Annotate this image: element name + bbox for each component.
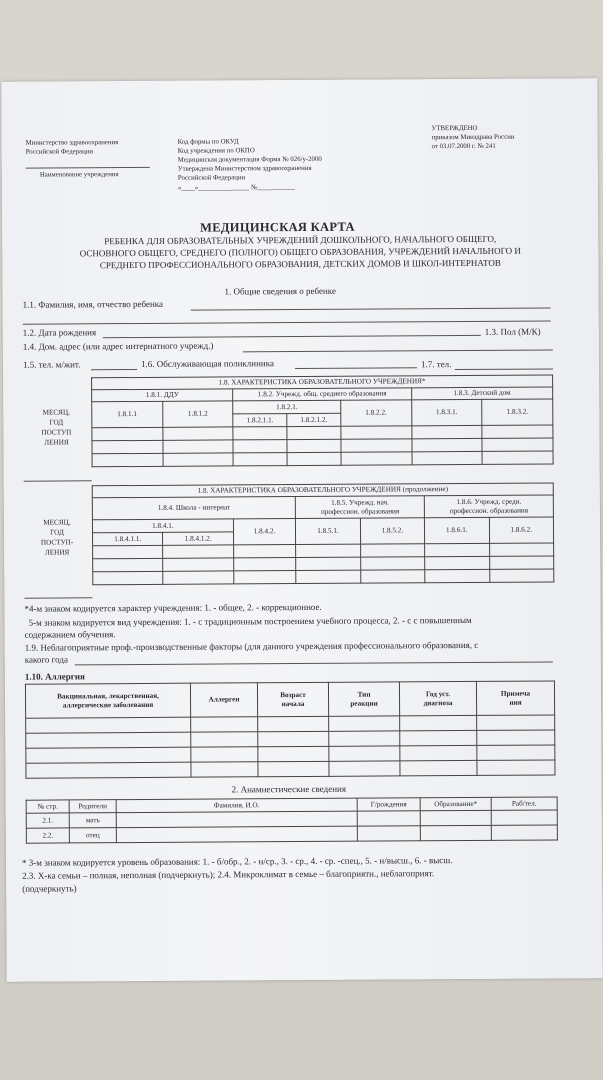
field-name-label: 1.1. Фамилия, имя, отчество ребенка [22,298,164,310]
row-num: 2.2. [26,828,69,843]
table-row[interactable] [26,825,557,843]
group-182: 1.8.2. Учрежд. общ. среднего образования [233,388,411,401]
col-1861: 1.8.6.1. [425,517,490,543]
allergy-col-5: Год уст. диагноза [399,681,476,715]
group-186: 1.8.6. Учрежд. средн. профессион. образования [424,495,553,518]
anamnesis-col-num: № стр. [26,800,69,813]
month-label-2: МЕСЯЦ, ГОД ПОСТУП- ЛЕНИЯ [40,518,74,557]
anamnesis-col-work: Раб/тел. [491,797,557,810]
anamnesis-col-education: Образование* [420,797,491,810]
field-address-label: 1.4. Дом. адрес (или адрес интернатного учрежд.) [22,340,214,352]
anamnesis-heading: 2. Анамнестические сведения [231,783,346,795]
form-title: МЕДИЦИНСКАЯ КАРТА [200,219,355,235]
okud-label: Код формы по ОКУД [177,138,239,146]
approved-date: от 03.07.2000 г. № 241 [431,142,496,151]
education-table-2 [92,482,555,585]
field-phone-line[interactable] [91,369,137,370]
underline-note: (подчеркнуть) [22,883,77,894]
col-1822: 1.8.2.2. [341,400,412,426]
table1-left-bottom [24,480,92,481]
col-1851: 1.8.5.1. [296,518,361,544]
ministry-line1: Министерство здравоохранения [25,139,119,147]
allergy-col-6: Примеча ния [476,681,554,715]
subtitle-line1: РЕБЕНКА ДЛЯ ОБРАЗОВАТЕЛЬНЫХ УЧРЕЖДЕНИЙ ДОШКОЛЬНОГО, НАЧАЛЬНОГО ОБЩЕГО, [104,233,497,247]
col-18212: 1.8.2.1.2. [287,413,341,426]
col-1812: 1.8.1.2 [162,401,233,427]
education-table-1 [91,374,554,467]
col-1841: 1.8.4.1. [92,519,233,533]
allergy-heading: 1.10. Аллергия [24,671,85,682]
approved-by: Утверждена Министерством здравоохранения [177,164,312,173]
approved-by2: Российской Федерации [177,174,246,182]
field-name-line2[interactable] [23,320,551,324]
col-1832: 1.8.3.2. [482,399,553,425]
subtitle-line2: ОСНОВНОГО ОБЩЕГО, СРЕДНЕГО (ПОЛНОГО) ОБЩЕГО ОБРАЗОВАНИЯ, УЧРЕЖДЕНИЙ НАЧАЛЬНОГО И [79,245,521,259]
institution-caption: Наименование учреждения [39,171,119,179]
field-clinic-phone-label: 1.7. тел. [420,359,452,370]
row-parent: мать [69,813,116,828]
institution-line [26,167,150,169]
field-name-line[interactable] [191,307,551,310]
ministry-line2: Российской Федерации [25,148,94,156]
row-parent: отец [69,828,116,843]
table2-left-bottom [24,597,92,598]
allergy-col-3: Возраст начала [257,682,328,716]
row-num: 2.1. [26,813,69,828]
note-19-cont: какого года [24,654,68,665]
col-1842: 1.8.4.2. [233,519,296,545]
col-18411: 1.8.4.1.1. [93,532,163,545]
note-4th-digit: *4-м знаком кодируется характер учреждения: 1. - общее, 2. - коррекционное. [24,601,322,614]
anamnesis-col-parent: Родители [69,800,116,813]
allergy-col-1: Вакцинальная, лекарственная, аллергические заболевания [25,683,190,718]
table1-heading: 1.8. ХАРАКТЕРИСТИКА ОБРАЗОВАТЕЛЬНОГО УЧРЕЖДЕНИЯ* [92,375,553,390]
table-row[interactable] [92,451,553,467]
field-birthdate-label: 1.2. Дата рождения [22,327,97,338]
table-row[interactable] [26,760,555,778]
field-sex-label: 1.3. Пол (М/К) [484,326,541,337]
approved-title: УТВЕРЖДЕНО [431,124,478,133]
section1-heading: 1. Общие сведения о ребенке [224,285,336,297]
field-birthdate-line[interactable] [103,335,481,338]
col-18211: 1.8.2.1.1. [233,414,287,427]
note-5th-digit: 5-м знаком кодируется вид учреждения: 1. - с традиционным построением учебного процесса, 2. - с с повышенным [28,614,472,628]
group-185: 1.8.5. Учрежд. нач. профессион. образования [296,496,425,519]
allergy-col-2: Аллерген [190,683,257,717]
okpo-label: Код учреждения по ОКПО [177,147,255,155]
group-183: 1.8.3. Детский дом [411,387,552,400]
subtitle-line3: СРЕДНЕГО ПРОФЕССИОНАЛЬНОГО ОБРАЗОВАНИЯ, ДЕТСКИХ ДОМОВ И ШКОЛ-ИНТЕРНАТОВ [99,257,501,271]
col-1811: 1.8.1.1 [92,401,163,427]
form-page [1,78,602,982]
col-18412: 1.8.4.1.2. [163,532,233,545]
anamnesis-col-name: Фамилия, И.О. [116,798,357,812]
col-1852: 1.8.5.2. [360,518,425,544]
field-address-line[interactable] [243,349,553,352]
approved-order: приказом Минздрава России [431,133,515,142]
note-19: 1.9. Неблагоприятные проф.-производственные факторы (для данного учреждения профессионального образования, с [24,639,479,653]
note-5th-digit-cont: содержанием обучения. [24,629,116,640]
footnote-education: * 3-м знаком кодируется уровень образования: 1. - б/обр., 2. - н/ср., 3. - ср., 4. - ср. -спец., 5. - н/высш., 6. - высш. [21,855,453,868]
date-number-line: «____»_______________ №___________ [177,184,295,192]
field-phone-label: 1.5. тел. м/жит. [22,359,81,370]
col-1831: 1.8.3.1. [411,399,482,425]
note-19-line[interactable] [75,661,553,665]
col-1821: 1.8.2.1. [233,400,341,414]
col-1862: 1.8.6.2. [489,517,554,543]
allergy-table [25,680,556,778]
anamnesis-table [26,796,558,843]
field-clinic-label: 1.6. Обслуживающая поликлиника [140,358,274,369]
field-clinic-phone-line[interactable] [455,368,553,370]
group-181: 1.8.1. ДДУ [92,389,233,402]
table2-heading: 1.8. ХАРАКТЕРИСТИКА ОБРАЗОВАТЕЛЬНОГО УЧРЕЖДЕНИЯ (продолжение) [92,483,553,498]
month-label-1: МЕСЯЦ, ГОД ПОСТУП ЛЕНИЯ [41,408,72,447]
family-characteristics: 2.3. Х-ка семьи – полная, неполная (подчеркнуть); 2.4. Микроклимат в семье – благоприятн., неблагоприят. [22,868,435,881]
group-184: 1.8.4. Школа - интернат [92,497,295,520]
field-clinic-line[interactable] [295,367,417,369]
med-doc-label: Медицинская документация Форма № 026/у-2000 [177,155,322,164]
allergy-col-4: Тип реакции [328,682,399,716]
table-row[interactable] [93,569,554,585]
anamnesis-col-birth: Г/рождения [357,798,420,811]
